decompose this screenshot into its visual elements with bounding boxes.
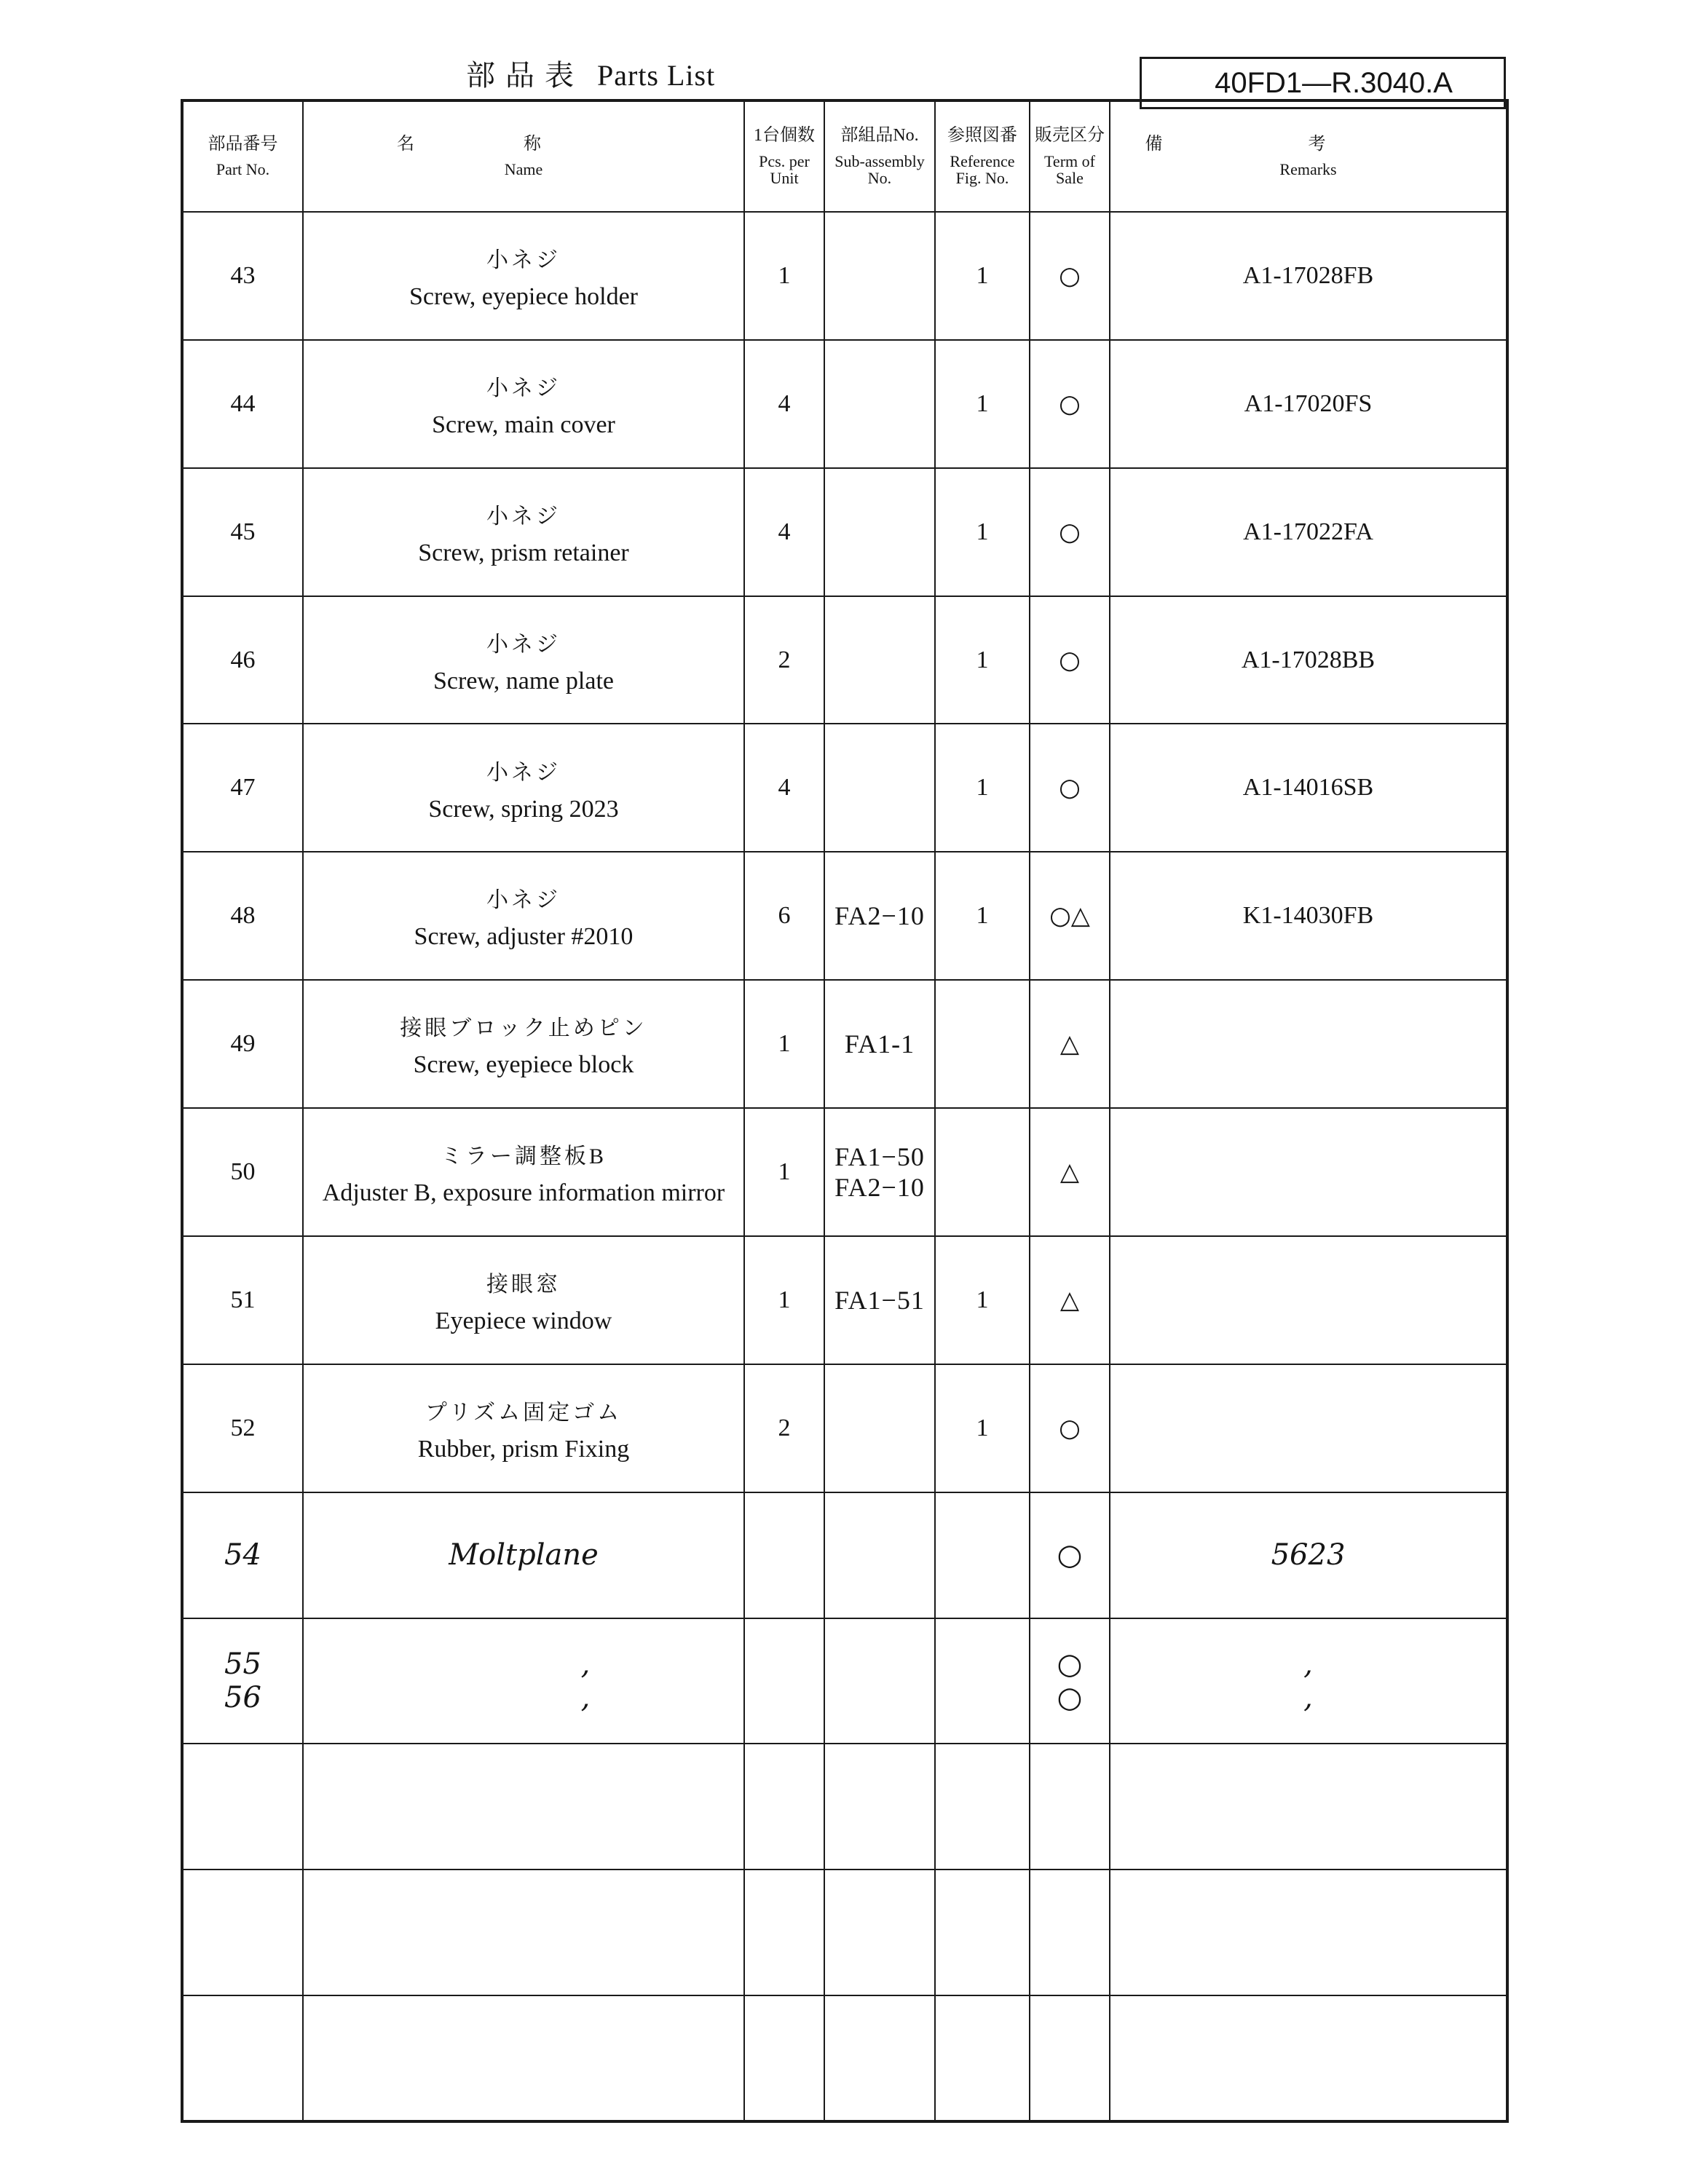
ref-fig-cell: 1 [935, 340, 1030, 468]
name-cell [303, 852, 744, 980]
table-row [182, 852, 1507, 980]
title-en: Parts List [597, 59, 716, 92]
remarks-cell [1110, 1108, 1507, 1236]
term-of-sale-cell: ○ [1030, 468, 1110, 596]
name-cell [303, 1364, 744, 1492]
name-jp: 小ネジ [486, 760, 561, 785]
table-row [182, 212, 1507, 340]
remarks-cell: A1-17020FS [1110, 340, 1507, 468]
pcs-cell: 6 [744, 852, 824, 980]
name-cell: Moltplane [303, 1492, 744, 1618]
term-of-sale-cell: △ [1030, 1108, 1110, 1236]
pcs-cell: 2 [744, 596, 824, 724]
col-header-part-no: 部品番号 Part No. [182, 100, 303, 212]
remarks-cell: K1-14030FB [1110, 852, 1507, 980]
remarks-cell: A1-17028BB [1110, 596, 1507, 724]
name-en: Rubber, prism Fixing [417, 1435, 630, 1463]
ref-fig-cell: 1 [935, 212, 1030, 340]
pcs-cell: 4 [744, 340, 824, 468]
pcs-cell: 1 [744, 1236, 824, 1364]
name-jp: プリズム固定ゴム [425, 1400, 623, 1425]
part-no-cell: 49 [182, 980, 303, 1108]
parts-table [181, 99, 1509, 2123]
name-jp: 小ネジ [486, 888, 561, 913]
col-header-term: 販売区分 Term of Sale [1030, 100, 1110, 212]
name-jp: ミラー調整板B [440, 1144, 607, 1169]
table-row [182, 468, 1507, 596]
header-row [182, 100, 1507, 212]
sub-assembly-cell [824, 1364, 935, 1492]
name-en: Screw, name plate [433, 667, 614, 695]
name-jp: 小ネジ [486, 376, 561, 400]
empty-row [182, 1870, 1507, 1995]
ref-fig-cell: 1 [935, 852, 1030, 980]
name-en: Screw, prism retainer [418, 539, 629, 566]
pcs-cell: 4 [744, 468, 824, 596]
col-header-ref: 参照図番 Reference Fig. No. [935, 100, 1030, 212]
ref-fig-cell: 1 [935, 1236, 1030, 1364]
sub-assembly-cell: FA1−51 [824, 1236, 935, 1364]
sub-assembly-cell: FA2−10 [824, 852, 935, 980]
handwritten-row-55-56 [182, 1618, 1507, 1744]
ref-fig-cell: 1 [935, 1364, 1030, 1492]
name-cell: , , [303, 1618, 744, 1744]
remarks-cell: , , [1110, 1618, 1507, 1744]
term-cell: ○ ○ [1030, 1618, 1110, 1744]
name-en: Screw, main cover [432, 411, 615, 438]
name-cell [303, 340, 744, 468]
part-no-cell: 47 [182, 724, 303, 852]
name-en: Screw, spring 2023 [428, 795, 619, 823]
remarks-cell: A1-17022FA [1110, 468, 1507, 596]
title-jp: 部 品 表 [466, 59, 575, 92]
part-no-cell: 44 [182, 340, 303, 468]
remarks-cell: A1-17028FB [1110, 212, 1507, 340]
name-jp: 接眼窓 [486, 1272, 561, 1297]
name-en: Screw, eyepiece holder [409, 283, 639, 311]
ref-fig-cell: 1 [935, 468, 1030, 596]
table-row [182, 980, 1507, 1108]
part-no-cell: 55 56 [182, 1618, 303, 1744]
name-cell [303, 724, 744, 852]
remarks-cell: 5623 [1110, 1492, 1507, 1618]
name-cell [303, 212, 744, 340]
name-cell [303, 1236, 744, 1364]
part-no-cell: 43 [182, 212, 303, 340]
term-of-sale-cell: △ [1030, 1236, 1110, 1364]
term-of-sale-cell: ○ [1030, 596, 1110, 724]
part-no-cell: 52 [182, 1364, 303, 1492]
handwritten-row-54 [182, 1492, 1507, 1618]
sub-assembly-cell [824, 724, 935, 852]
remarks-cell: A1-14016SB [1110, 724, 1507, 852]
name-en: Eyepiece window [435, 1307, 612, 1334]
col-header-pcs: 1台個数 Pcs. per Unit [744, 100, 824, 212]
sub-assembly-cell [824, 212, 935, 340]
ref-fig-cell: 1 [935, 724, 1030, 852]
table-row [182, 724, 1507, 852]
pcs-cell: 1 [744, 1108, 824, 1236]
name-en: Screw, adjuster #2010 [414, 923, 634, 951]
name-jp: 小ネジ [486, 632, 561, 657]
term-of-sale-cell: ○ [1030, 1364, 1110, 1492]
term-of-sale-cell: ○ [1030, 212, 1110, 340]
col-header-remarks: 備考 Remarks [1110, 100, 1507, 212]
term-of-sale-cell: ○ [1030, 724, 1110, 852]
table-row [182, 1108, 1507, 1236]
term-of-sale-cell: △ [1030, 980, 1110, 1108]
table-row [182, 596, 1507, 724]
term-cell: ○ [1030, 1492, 1110, 1618]
pcs-cell: 4 [744, 724, 824, 852]
name-cell [303, 980, 744, 1108]
empty-row [182, 1744, 1507, 1870]
part-no-cell: 45 [182, 468, 303, 596]
table-row [182, 1236, 1507, 1364]
pcs-cell: 1 [744, 980, 824, 1108]
ref-fig-cell [935, 980, 1030, 1108]
name-jp: 小ネジ [486, 248, 561, 273]
remarks-cell [1110, 1364, 1507, 1492]
ref-fig-cell [935, 1108, 1030, 1236]
sub-assembly-cell [824, 596, 935, 724]
page-title [466, 52, 715, 94]
part-no-cell: 50 [182, 1108, 303, 1236]
col-header-sub: 部組品No. Sub-assembly No. [824, 100, 935, 212]
table-row [182, 1364, 1507, 1492]
document-number: 40FD1—R.3040.A [1140, 57, 1506, 109]
part-no-cell: 51 [182, 1236, 303, 1364]
part-no-cell: 48 [182, 852, 303, 980]
remarks-cell [1110, 980, 1507, 1108]
name-en: Adjuster B, exposure information mirror [322, 1179, 725, 1207]
name-cell [303, 1108, 744, 1236]
sub-assembly-cell: FA1-1 [824, 980, 935, 1108]
table-row [182, 340, 1507, 468]
part-no-cell: 46 [182, 596, 303, 724]
sub-assembly-cell [824, 468, 935, 596]
name-en: Screw, eyepiece block [413, 1051, 634, 1079]
part-no-cell: 54 [182, 1492, 303, 1618]
empty-row [182, 1995, 1507, 2121]
name-jp: 接眼ブロック止めピン [400, 1016, 647, 1041]
sub-assembly-cell [824, 340, 935, 468]
sub-assembly-cell: FA1−50 FA2−10 [824, 1108, 935, 1236]
ref-fig-cell: 1 [935, 596, 1030, 724]
pcs-cell: 1 [744, 212, 824, 340]
remarks-cell [1110, 1236, 1507, 1364]
name-cell [303, 596, 744, 724]
col-header-name: 名称 Name [303, 100, 744, 212]
term-of-sale-cell: ○ [1030, 340, 1110, 468]
name-jp: 小ネジ [486, 504, 561, 529]
name-cell [303, 468, 744, 596]
term-of-sale-cell: ○△ [1030, 852, 1110, 980]
pcs-cell: 2 [744, 1364, 824, 1492]
